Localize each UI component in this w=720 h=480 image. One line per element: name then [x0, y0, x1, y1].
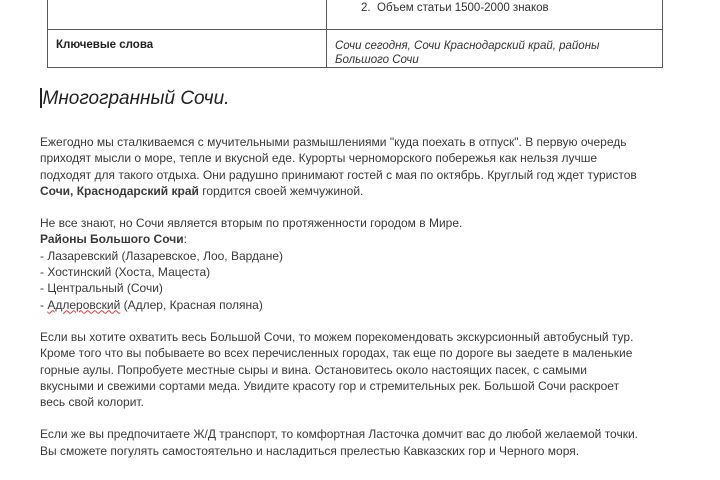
paragraph-line: Вы сможете погулять самостоятельно и насладиться прелестью Кавказских гор и Черного моря. — [40, 443, 580, 458]
requirements-list-item — [335, 0, 654, 29]
requirements-row — [48, 0, 663, 30]
article-body[interactable] — [40, 134, 700, 475]
district-text: (Адлер, Красная поляна) — [120, 297, 263, 312]
paragraph-districts — [40, 215, 700, 313]
paragraph-intro — [40, 134, 700, 199]
keywords-value[interactable]: Сочи сегодня, Сочи Краснодарский край, районы Большого Сочи — [327, 30, 663, 68]
heading-colon: : — [183, 232, 187, 247]
requirements-value-cell[interactable] — [327, 0, 663, 30]
article-title[interactable] — [40, 88, 229, 110]
paragraph-line: Если вы хотите охватить весь Большой Сочи, то можем порекомендовать экскурсионный автобусный тур. — [40, 329, 634, 344]
keywords-label[interactable]: Ключевые слова — [48, 30, 327, 68]
paragraph-line: весь свой колорит. — [40, 395, 144, 410]
spellcheck-word[interactable]: Адлеровский — [47, 297, 121, 312]
requirements-label-cell[interactable] — [48, 0, 327, 30]
paragraph-line: приходят мысли о море, тепле и вкусной еде. Курорты черноморского побережья как нельзя лучше — [40, 151, 598, 166]
paragraph-train — [40, 426, 700, 459]
article-requirements-table — [47, 0, 663, 68]
text-cursor — [40, 88, 42, 108]
district-item: - Центральный (Сочи) — [40, 281, 163, 296]
districts-heading-text: Районы Большого Сочи — [40, 232, 184, 247]
article-title-text: Многогранный Сочи. — [42, 88, 230, 109]
paragraph-line: вкусными и свежими сортами меда. Увидите красоту гор и стремительных рек. Большой Сочи раскроет — [40, 378, 620, 393]
bold-keyword: Сочи, Краснодарский край — [40, 183, 199, 198]
paragraph-line: Ежегодно мы сталкиваемся с мучительными размышлениями "куда поехать в отпуск". В первую очередь — [40, 135, 627, 149]
district-prefix: - — [40, 297, 48, 312]
district-item — [40, 297, 700, 313]
paragraph-line: горные аулы. Попробуете местные сыры и вина. Остановитесь около настоящих пасек, с самыми — [40, 362, 587, 377]
districts-heading — [40, 231, 700, 247]
paragraph-line — [40, 183, 700, 199]
paragraph-text: гордится своей жемчужиной. — [198, 183, 364, 198]
paragraph-line: Не все знают, но Сочи является вторым по протяженности городом в Мире. — [40, 216, 463, 231]
paragraph-bus-tour — [40, 329, 700, 410]
district-item: - Хостинский (Хоста, Мацеста) — [40, 265, 211, 280]
list-number: 2. — [361, 2, 371, 14]
keywords-row — [48, 30, 663, 68]
district-item: - Лазаревский (Лазаревское, Лоо, Вардане) — [40, 248, 284, 263]
paragraph-line: Кроме того что вы побываете во всех перечисленных городах, так еще по дороге вы заедете в маленькие — [40, 346, 633, 361]
list-item-text: Объем статьи 1500-2000 знаков — [377, 2, 549, 14]
paragraph-line: подходят для такого отдыха. Они радушно принимают гостей с мая по октябрь. Круглый год ждет туристов — [40, 167, 637, 182]
paragraph-line: Если же вы предпочитаете Ж/Д транспорт, то комфортная Ласточка домчит вас до любой желаемой точки. — [40, 427, 639, 442]
